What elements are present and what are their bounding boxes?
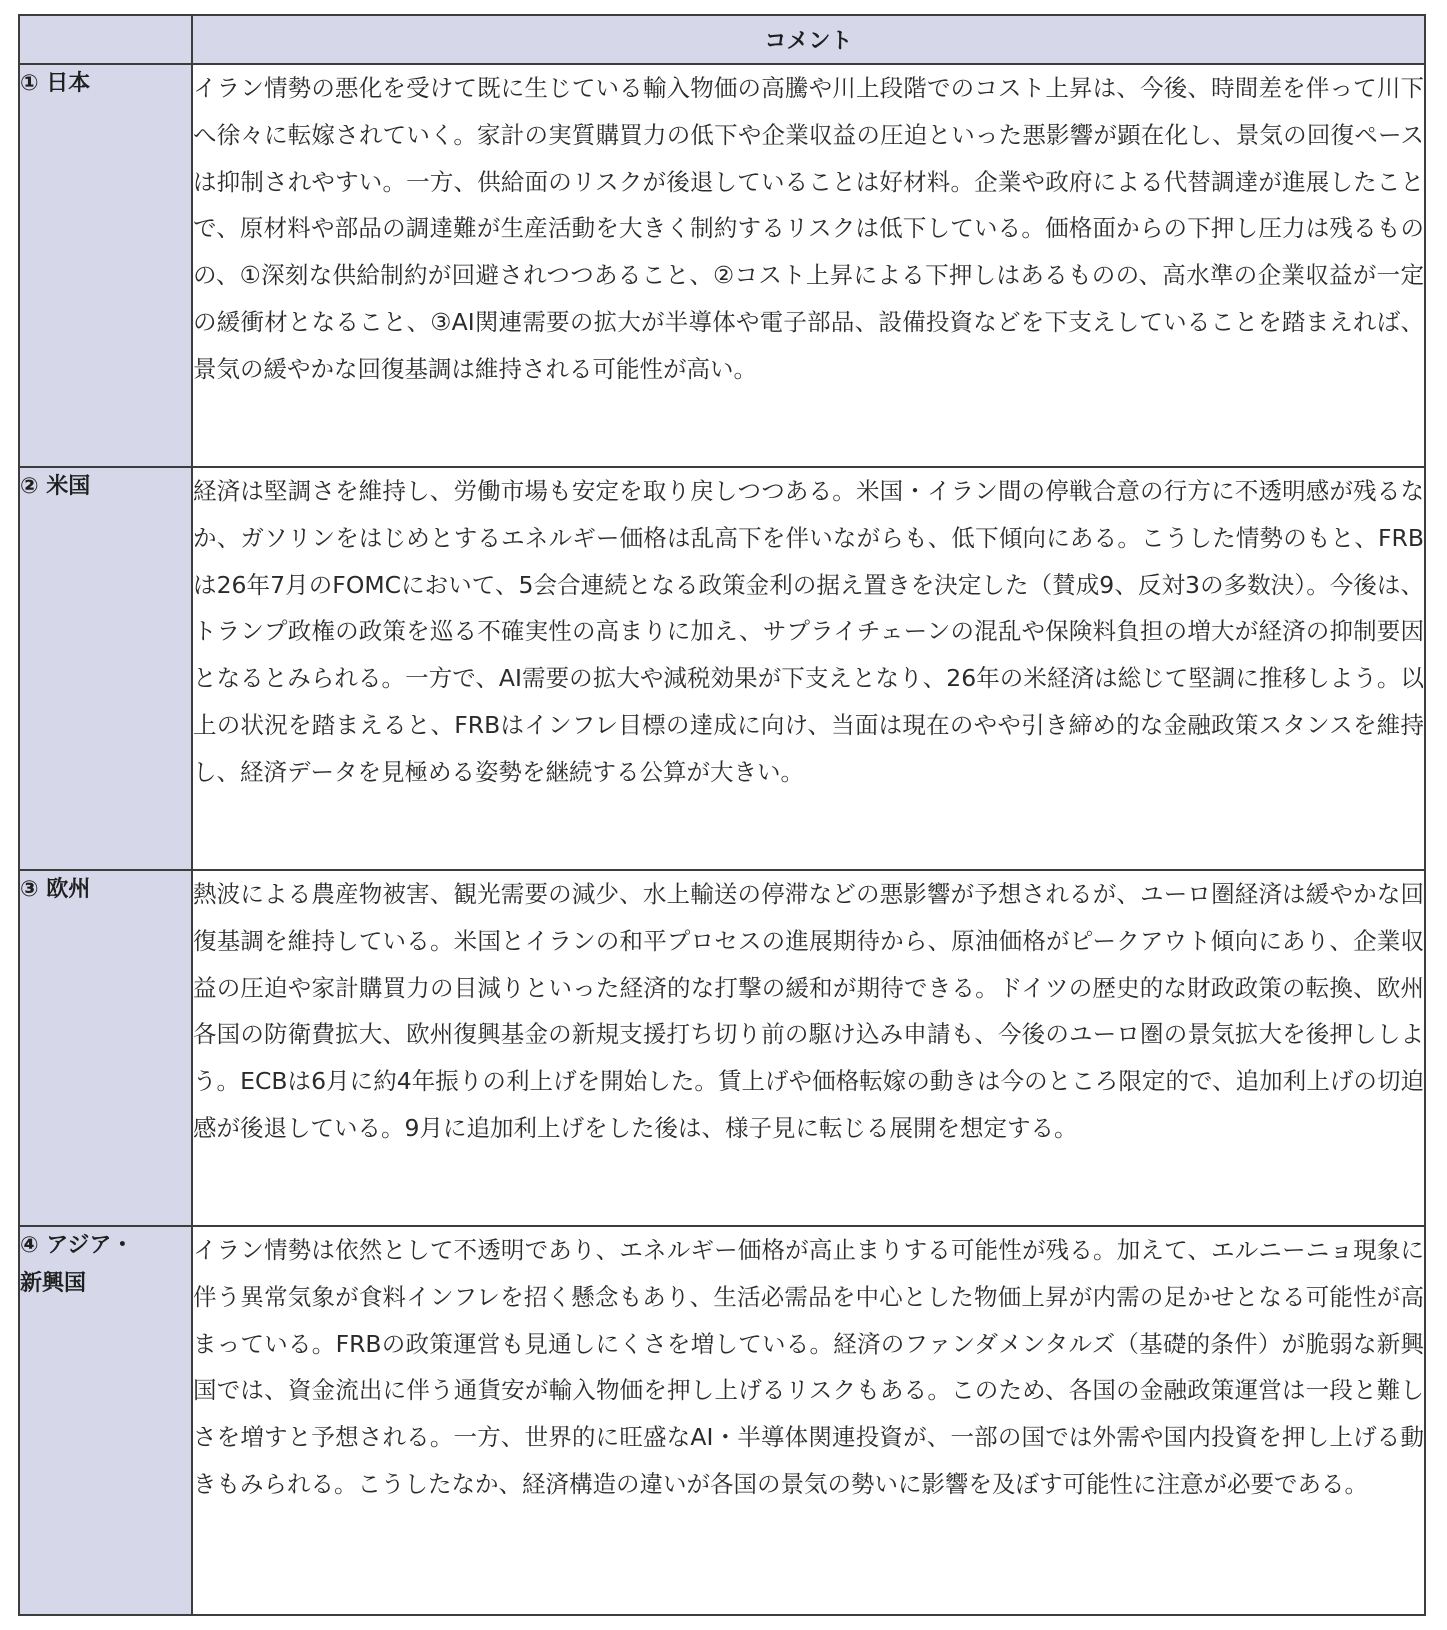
region-label-cell — [19, 870, 192, 1226]
comment-table-container — [18, 14, 1426, 1614]
region-label-asia-emerging: ④ アジア・ 新興国 — [20, 1233, 134, 1296]
region-label-europe: ③ 欧州 — [20, 877, 91, 902]
comment-cell-asia-emerging: イラン情勢は依然として不透明であり、エネルギー価格が高止まりする可能性が残る。加えて、エルニーニョ現象に伴う異常気象が食料インフレを招く懸念もあり、生活必需品を中心とした物価上昇が内需の足かせとなる可能性が高まっている。FRBの政策運営も見通しにくさを増している。経済のファンダメンタルズ（基礎的条件）が脆弱な新興国では、資金流出に伴う通貨安が輸入物価を押し上げるリスクもある。このため、各国の金融政策運営は一段と難しさを増すと予想される。一方、世界的に旺盛なAI・半導体関連投資が、一部の国では外需や国内投資を押し上げる動きもみられる。こうしたなか、経済構造の違いが各国の景気の勢いに影響を及ぼす可能性に注意が必要である。 — [192, 1226, 1425, 1615]
comment-cell-us: 経済は堅調さを維持し、労働市場も安定を取り戻しつつある。米国・イラン間の停戦合意の行方に不透明感が残るなか、ガソリンをはじめとするエネルギー価格は乱高下を伴いながらも、低下傾向にある。こうした情勢のもと、FRBは26年7月のFOMCにおいて、5会合連続となる政策金利の据え置きを決定した（賛成9、反対3の多数決）。今後は、トランプ政権の政策を巡る不確実性の高まりに加え、サプライチェーンの混乱や保険料負担の増大が経済の抑制要因となるとみられる。一方で、AI需要の拡大や減税効果が下支えとなり、26年の米経済は総じて堅調に推移しよう。以上の状況を踏まえると、FRBはインフレ目標の達成に向け、当面は現在のやや引き締め的な金融政策スタンスを維持し、経済データを見極める姿勢を継続する公算が大きい。 — [192, 467, 1425, 870]
header-comment-cell: コメント — [192, 15, 1425, 64]
comment-cell-europe: 熱波による農産物被害、観光需要の減少、水上輸送の停滞などの悪影響が予想されるが、ユーロ圏経済は緩やかな回復基調を維持している。米国とイランの和平プロセスの進展期待から、原油価格がピークアウト傾向にあり、企業収益の圧迫や家計購買力の目減りといった経済的な打撃の緩和が期待できる。ドイツの歴史的な財政政策の転換、欧州各国の防衛費拡大、欧州復興基金の新規支援打ち切り前の駆け込み申請も、今後のユーロ圏の景気拡大を後押ししよう。ECBは6月に約4年振りの利上げを開始した。賃上げや価格転嫁の動きは今のところ限定的で、追加利上げの切迫感が後退している。9月に追加利上げをした後は、様子見に転じる展開を想定する。 — [192, 870, 1425, 1226]
comment-cell-japan: イラン情勢の悪化を受けて既に生じている輸入物価の高騰や川上段階でのコスト上昇は、今後、時間差を伴って川下へ徐々に転嫁されていく。家計の実質購買力の低下や企業収益の圧迫といった悪影響が顕在化し、景気の回復ペースは抑制されやすい。一方、供給面のリスクが後退していることは好材料。企業や政府による代替調達が進展したことで、原材料や部品の調達難が生産活動を大きく制約するリスクは低下している。価格面からの下押し圧力は残るものの、①深刻な供給制約が回避されつつあること、②コスト上昇による下押しはあるものの、高水準の企業収益が一定の緩衝材となること、③AI関連需要の拡大が半導体や電子部品、設備投資などを下支えしていることを踏まえれば、景気の緩やかな回復基調は維持される可能性が高い。 — [192, 64, 1425, 467]
table-row-asia-emerging — [19, 1226, 1425, 1615]
header-label-cell — [19, 15, 192, 64]
table-row-japan — [19, 64, 1425, 467]
regional-comment-table — [18, 14, 1426, 1616]
region-label-us: ② 米国 — [20, 474, 91, 499]
region-label-cell — [19, 1226, 192, 1615]
table-header-row — [19, 15, 1425, 64]
table-row-europe — [19, 870, 1425, 1226]
region-label-japan: ① 日本 — [20, 71, 91, 96]
region-label-cell — [19, 467, 192, 870]
region-label-cell — [19, 64, 192, 467]
table-row-us — [19, 467, 1425, 870]
